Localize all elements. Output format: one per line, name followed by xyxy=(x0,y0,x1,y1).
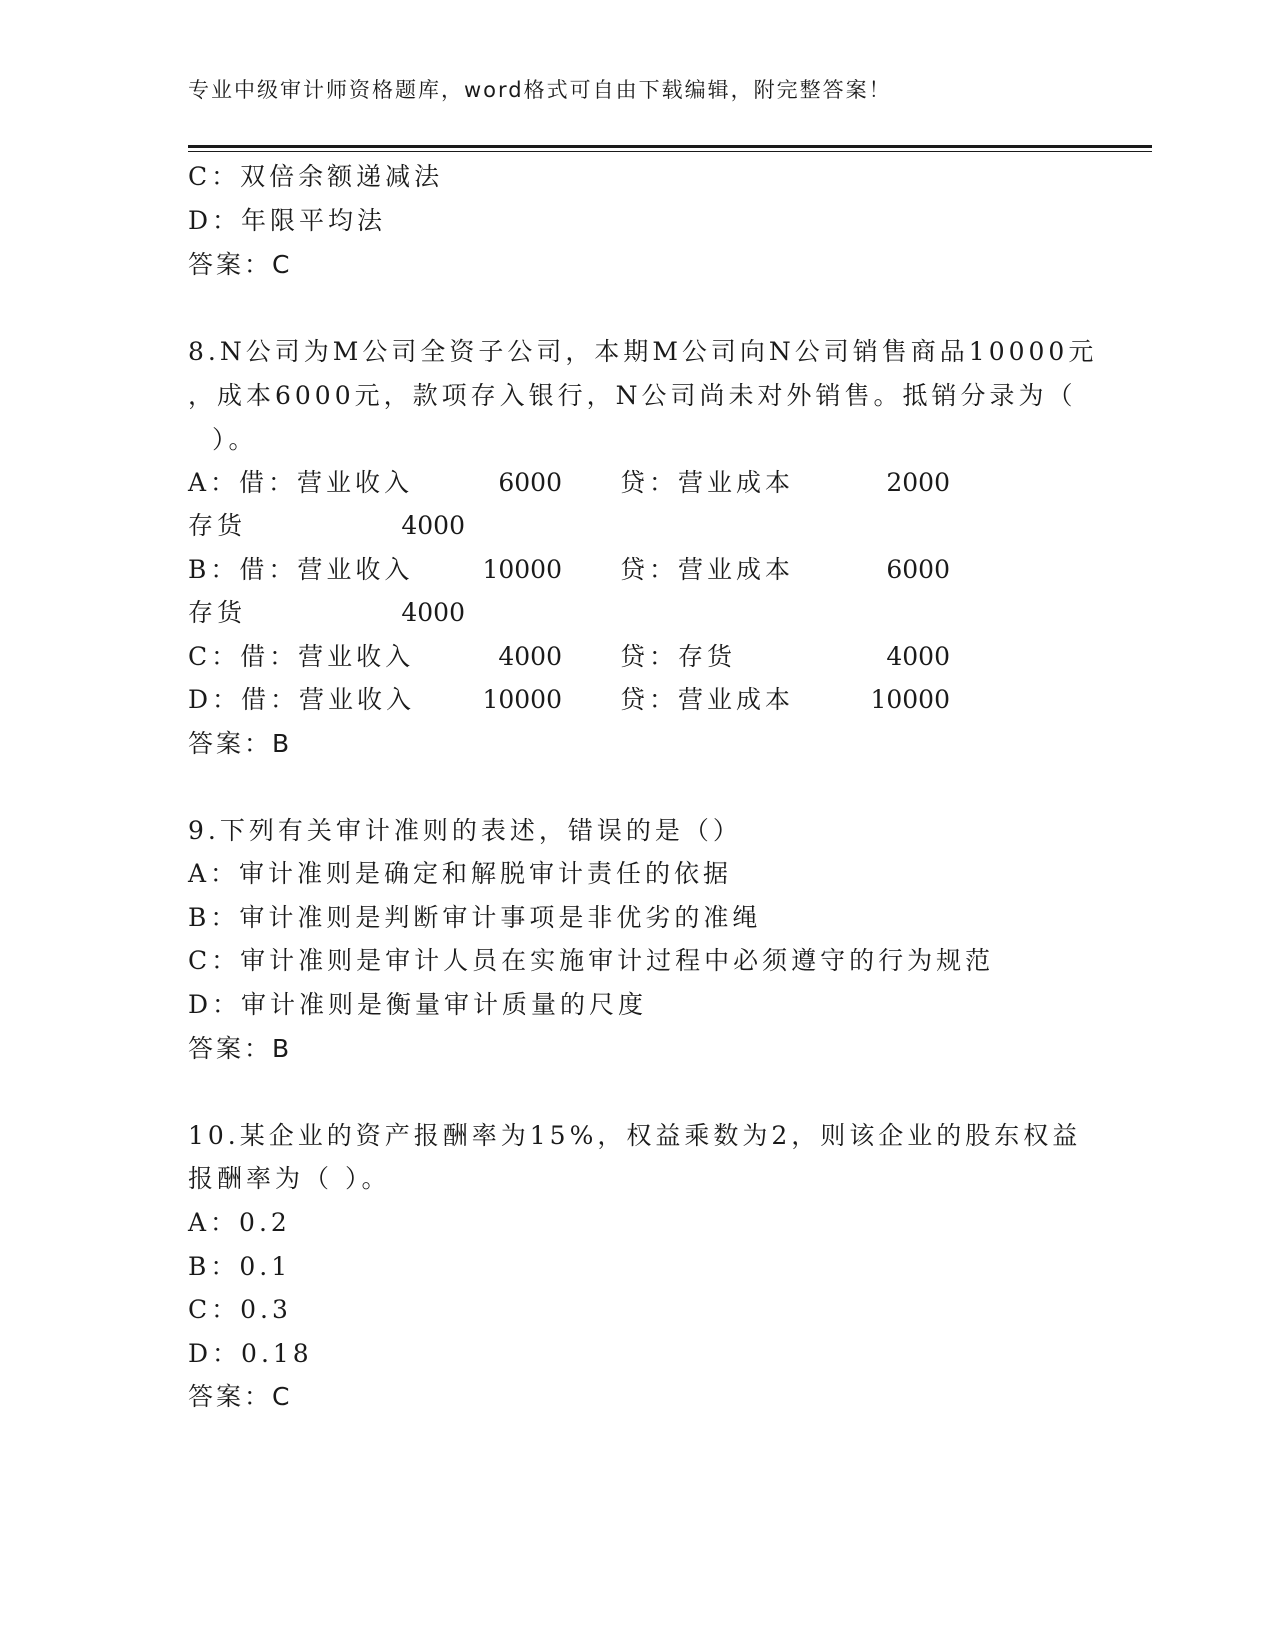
q8-option-a-extra: 4000 xyxy=(401,511,465,540)
header-rule-thick xyxy=(188,145,1152,148)
q7-option-d: D：年限平均法 xyxy=(188,206,387,235)
q8-option-d-credit: 10000 xyxy=(870,685,950,714)
q10-option-c: C：0.3 xyxy=(188,1295,292,1324)
q8-stem-line-3: ）。 xyxy=(212,425,258,454)
q9-option-d: D：审计准则是衡量审计质量的尺度 xyxy=(188,990,648,1019)
header-rule-thin xyxy=(188,151,1152,152)
q8-option-c-credit: 4000 xyxy=(886,642,950,671)
q10-stem-line-2: 报酬率为（ ）。 xyxy=(188,1164,391,1193)
q8-option-a-credit-label: 贷：营业成本 xyxy=(620,468,795,497)
q10-answer: 答案：C xyxy=(188,1382,293,1411)
q8-option-a-label: A：借：营业收入 xyxy=(188,468,414,497)
q10-option-b: B：0.1 xyxy=(188,1252,292,1281)
q9-option-c: C：审计准则是审计人员在实施审计过程中必须遵守的行为规范 xyxy=(188,946,995,975)
q8-option-b-extra-label: 存货 xyxy=(188,598,247,627)
q8-option-b-debit: 10000 xyxy=(482,555,562,584)
q10-stem-line-1: 10.某企业的资产报酬率为15%，权益乘数为2，则该企业的股东权益 xyxy=(188,1121,1082,1150)
q8-option-b-extra: 4000 xyxy=(401,598,465,627)
q8-option-b-label: B：借：营业收入 xyxy=(188,555,414,584)
q8-option-a-debit: 6000 xyxy=(498,468,562,497)
q10-option-a: A：0.2 xyxy=(188,1208,291,1237)
q8-option-a-credit: 2000 xyxy=(886,468,950,497)
q8-option-d-debit: 10000 xyxy=(482,685,562,714)
q8-option-c-label: C：借：营业收入 xyxy=(188,642,415,671)
page-header: 专业中级审计师资格题库，word格式可自由下载编辑，附完整答案！ xyxy=(188,78,892,102)
q9-answer: 答案：B xyxy=(188,1034,293,1063)
q8-answer: 答案：B xyxy=(188,729,293,758)
q8-stem-line-1: 8.N公司为M公司全资子公司，本期M公司向N公司销售商品10000元 xyxy=(188,337,1098,366)
q8-option-b-credit-label: 贷：营业成本 xyxy=(620,555,795,584)
q9-option-b: B：审计准则是判断审计事项是非优劣的准绳 xyxy=(188,903,762,932)
q9-option-a: A：审计准则是确定和解脱审计责任的依据 xyxy=(188,859,733,888)
q8-option-b-credit: 6000 xyxy=(886,555,950,584)
q10-option-d: D：0.18 xyxy=(188,1339,313,1368)
q8-option-c-debit: 4000 xyxy=(498,642,562,671)
q7-option-c: C：双倍余额递减法 xyxy=(188,162,444,191)
q8-option-d-credit-label: 贷：营业成本 xyxy=(620,685,795,714)
q8-option-d-label: D：借：营业收入 xyxy=(188,685,416,714)
q8-option-c-credit-label: 贷：存货 xyxy=(620,642,737,671)
q8-option-a-extra-label: 存货 xyxy=(188,511,247,540)
q9-stem: 9.下列有关审计准则的表述，错误的是（） xyxy=(188,816,742,845)
q8-stem-line-2: ，成本6000元，款项存入银行，N公司尚未对外销售。抵销分录为（ xyxy=(188,381,1077,410)
q7-answer: 答案：C xyxy=(188,250,293,279)
